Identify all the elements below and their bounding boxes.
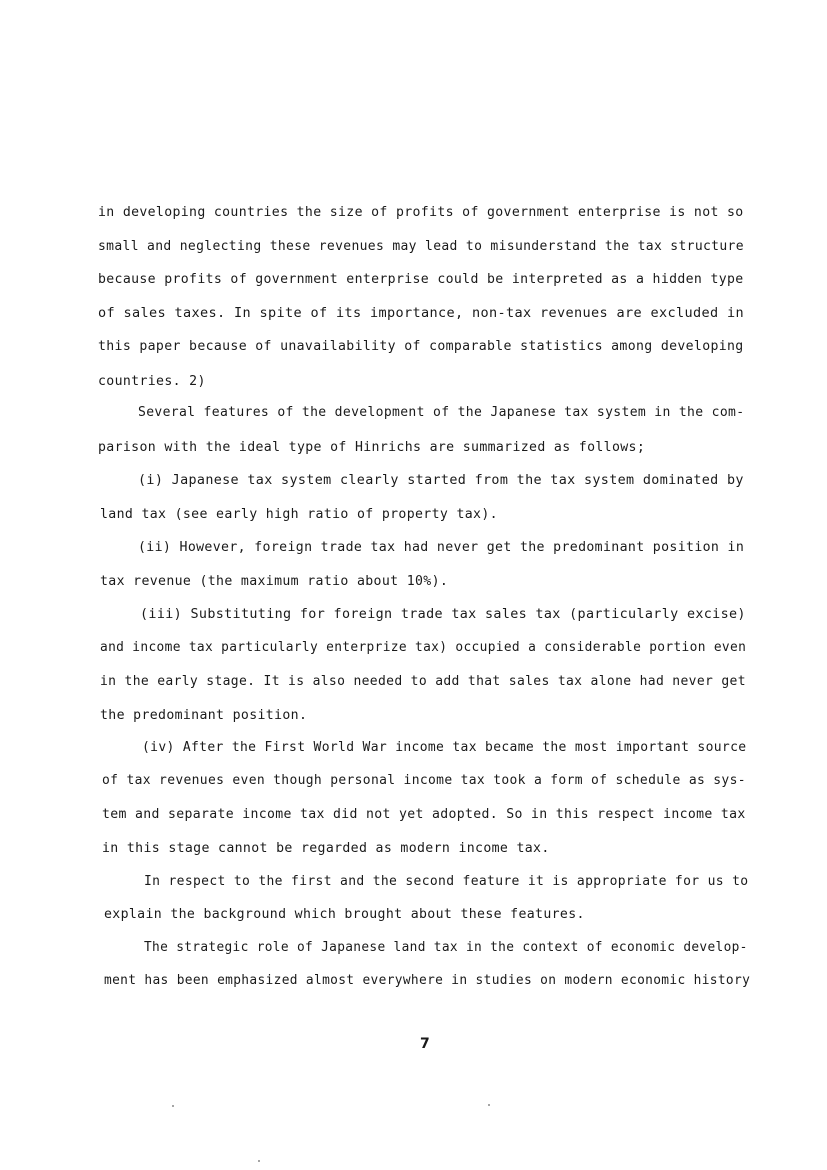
page-number: 7 <box>420 1036 430 1052</box>
scan-speck <box>488 1104 490 1106</box>
text-line: tem and separate income tax did not yet adopted. So in this respect income tax <box>102 807 746 822</box>
text-line: countries. 2) <box>98 374 206 389</box>
text-line: the predominant position. <box>100 708 308 723</box>
text-line: In respect to the first and the second feature it is appropriate for us to <box>144 874 749 889</box>
text-line: explain the background which brought about these features. <box>104 907 585 922</box>
text-line: in the early stage. It is also needed to add that sales tax alone had never get <box>100 674 746 689</box>
text-line: this paper because of unavailability of comparable statistics among developing <box>98 339 744 354</box>
text-line: parison with the ideal type of Hinrichs are summarized as follows; <box>98 440 646 455</box>
text-line: (iv) After the First World War income tax became the most important source <box>142 740 747 755</box>
text-line: in this stage cannot be regarded as modern income tax. <box>102 841 550 856</box>
text-line: tax revenue (the maximum ratio about 10%). <box>100 574 449 589</box>
text-line: (i) Japanese tax system clearly started from the tax system dominated by <box>138 473 744 488</box>
text-line: Several features of the development of the Japanese tax system in the com- <box>138 405 745 420</box>
text-line: ment has been emphasized almost everywhere in studies on modern economic history <box>104 973 751 988</box>
text-line: because profits of government enterprise could be interpreted as a hidden type <box>98 272 744 287</box>
text-line: of sales taxes. In spite of its importance, non-tax revenues are excluded in <box>98 306 745 321</box>
scan-speck <box>258 1160 260 1162</box>
text-line: small and neglecting these revenues may lead to misunderstand the tax structure <box>98 239 744 254</box>
text-line: of tax revenues even though personal income tax took a form of schedule as sys- <box>102 773 746 788</box>
text-line: land tax (see early high ratio of property tax). <box>100 507 498 522</box>
text-line: (iii) Substituting for foreign trade tax sales tax (particularly excise) <box>140 607 746 622</box>
text-line: (ii) However, foreign trade tax had never get the predominant position in <box>138 540 745 555</box>
text-line: and income tax particularly enterprize tax) occupied a considerable portion even <box>100 640 747 655</box>
text-line: in developing countries the size of profits of government enterprise is not so <box>98 205 744 220</box>
text-line: The strategic role of Japanese land tax in the context of economic develop- <box>144 940 748 955</box>
scan-speck <box>172 1105 174 1107</box>
